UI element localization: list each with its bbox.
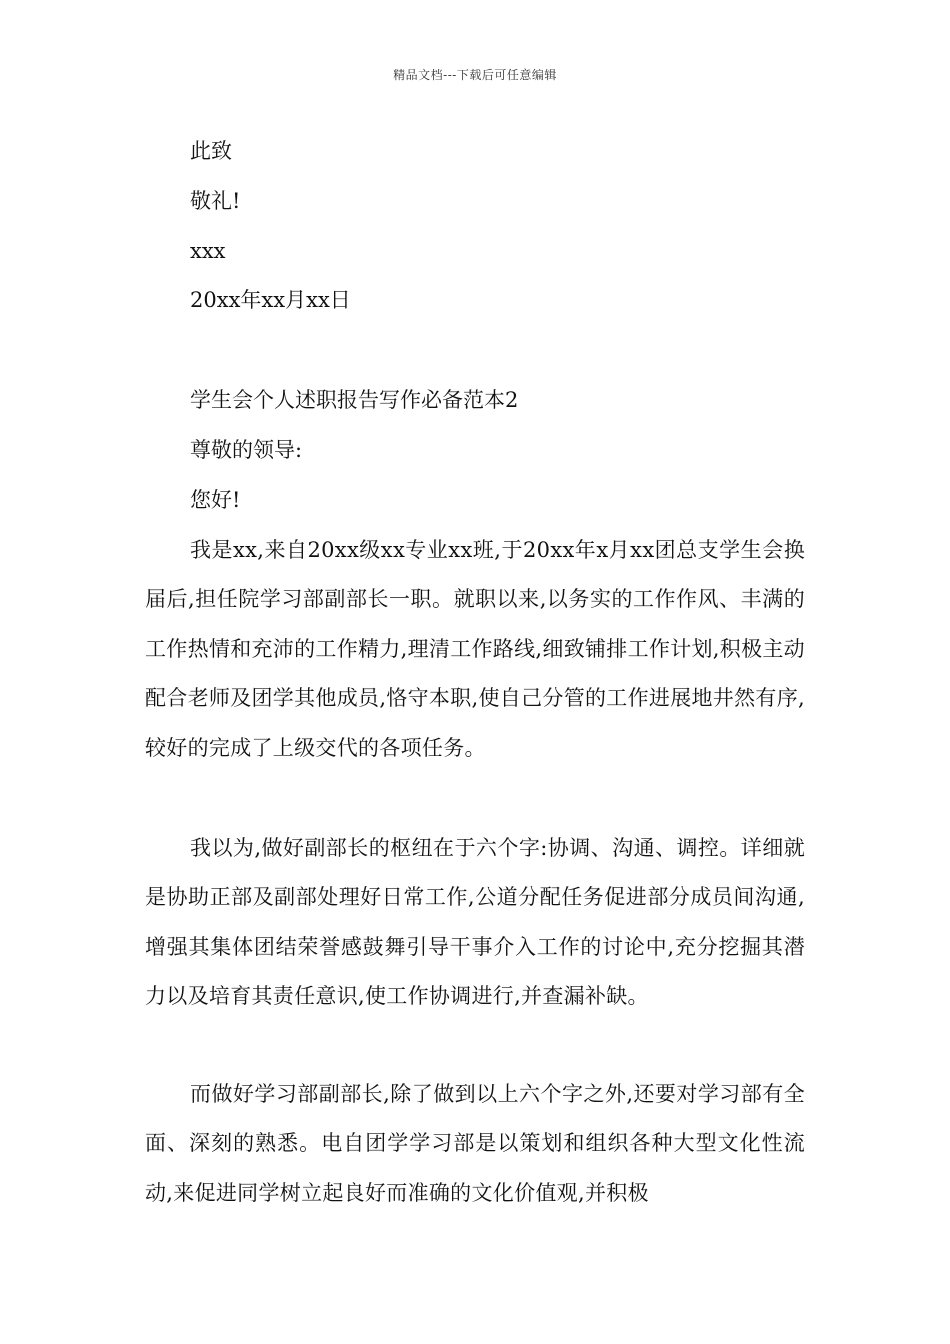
section-title: 学生会个人述职报告写作必备范本2 [190, 388, 519, 412]
closing-salutation: 此致 [190, 139, 232, 163]
closing-date: 20xx年xx月xx日 [190, 288, 351, 312]
closing-signature: xxx [190, 239, 226, 263]
page-header: 精品文档---下载后可任意编辑 [393, 68, 557, 82]
paragraph-2: 我以为,做好副部长的枢纽在于六个字:协调、沟通、调控。详细就是协助正部及副部处理好日常工作,公道分配任务促进部分成员间沟通,增强其集体团结荣誉感鼓舞引导干事介入工作的讨论中,充分挖掘其潜力以及培育其责任意识,使工作协调进行,并查漏补缺。 [145, 836, 805, 1009]
paragraph-1: 我是xx,来自20xx级xx专业xx班,于20xx年x月xx团总支学生会换届后,担任院学习部副部长一职。就职以来,以务实的工作作风、丰满的工作热情和充沛的工作精力,理清工作路线,细致铺排工作计划,积极主动配合老师及团学其他成员,恪守本职,使自己分管的工作进展地井然有序,较好的完成了上级交代的各项任务。 [145, 538, 805, 760]
greeting: 您好! [190, 488, 241, 512]
closing-respect: 敬礼! [190, 189, 241, 213]
addressee: 尊敬的领导: [190, 438, 303, 462]
paragraph-3: 而做好学习部副部长,除了做到以上六个字之外,还要对学习部有全面、深刻的熟悉。电自团学学习部是以策划和组织各种大型文化性流动,来促进同学树立起良好而准确的文化价值观,并积极 [145, 1082, 805, 1205]
